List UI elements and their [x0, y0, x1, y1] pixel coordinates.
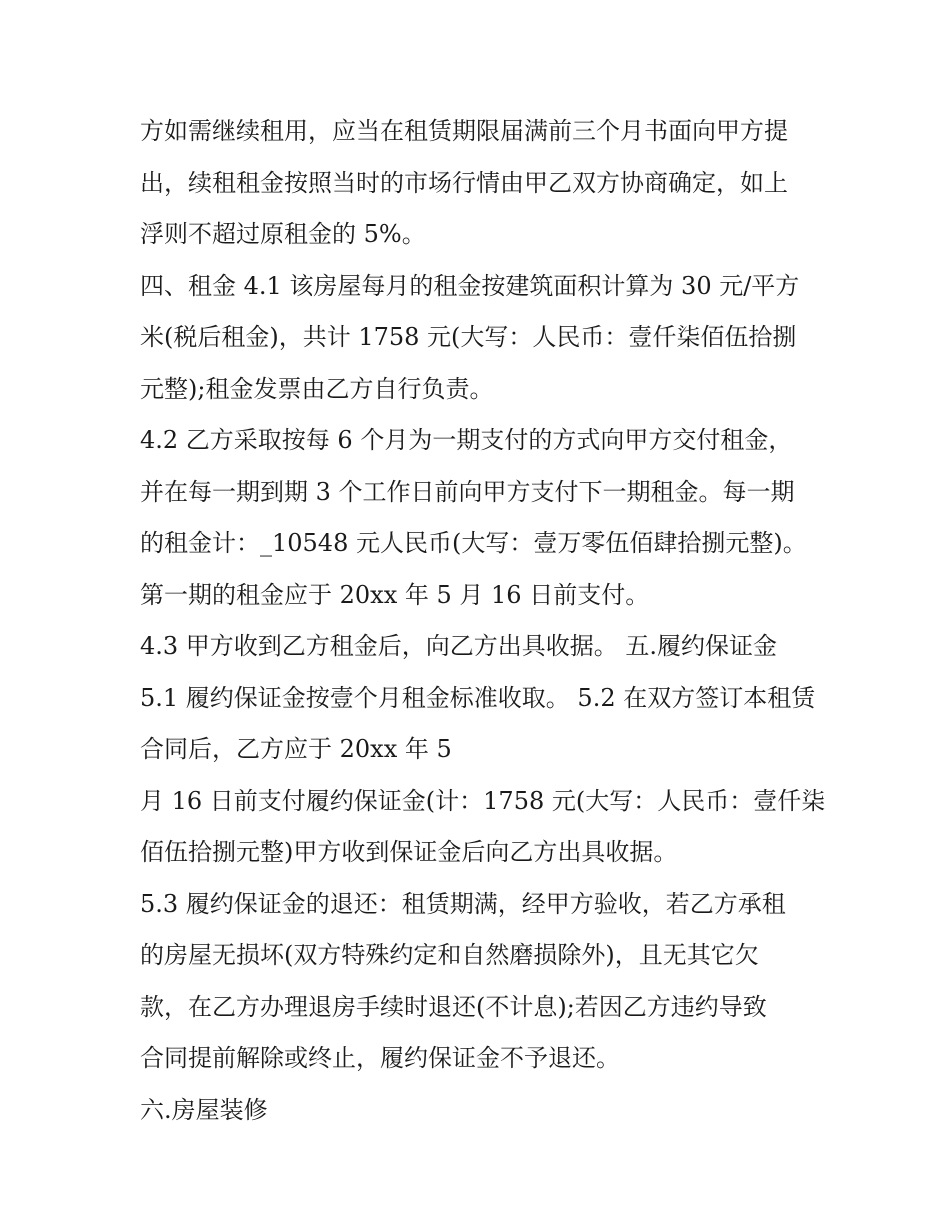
clause-5-3: 5.3 履约保证金的退还：租赁期满，经甲方验收，若乙方承租 [140, 889, 786, 918]
text-line: 合同后，乙方应于 20xx 年 5 [140, 735, 452, 763]
clause-4-2: 4.2 乙方采取按每 6 个月为一期支付的方式向甲方交付租金， [140, 426, 793, 454]
text-line: 的租金计：_10548 元人民币(大写：壹万零伍佰肆拾捌元整)。 [140, 529, 807, 557]
clause-5-1: 5.1 履约保证金按壹个月租金标准收取。 5.2 在双方签订本租赁 [140, 683, 816, 712]
text-line: 合同提前解除或终止，履约保证金不予退还。 [140, 1044, 620, 1072]
text-line: 第一期的租金应于 20xx 年 5 月 16 日前支付。 [140, 580, 650, 609]
text-line: 元整);租金发票由乙方自行负责。 [140, 374, 494, 403]
text-line: 款，在乙方办理退房手续时退还(不计息);若因乙方违约导致 [140, 992, 767, 1021]
text-line: 浮则不超过原租金的 5%。 [140, 220, 426, 248]
clause-4-3: 4.3 甲方收到乙方租金后，向乙方出具收据。 五.履约保证金 [140, 632, 778, 660]
section-heading-renovation: 六.房屋装修 [140, 1095, 268, 1124]
text-line: 的房屋无损坏(双方特殊约定和自然磨损除外)，且无其它欠 [140, 941, 759, 969]
text-line: 米(税后租金)，共计 1758 元(大写：人民币：壹仟柒佰伍拾捌 [140, 323, 797, 351]
text-line: 并在每一期到期 3 个工作日前向甲方支付下一期租金。每一期 [140, 477, 795, 506]
text-line: 佰伍拾捌元整)甲方收到保证金后向乙方出具收据。 [140, 838, 678, 866]
text-line: 方如需继续租用，应当在租赁期限届满前三个月书面向甲方提 [140, 117, 788, 145]
section-heading-rent: 四、租金 4.1 该房屋每月的租金按建筑面积计算为 30 元/平方 [140, 271, 800, 300]
document-body [140, 108, 830, 1138]
text-line: 出，续租租金按照当时的市场行情由甲乙双方协商确定，如上 [140, 168, 788, 197]
text-line: 月 16 日前支付履约保证金(计：1758 元(大写：人民币：壹仟柒 [140, 786, 826, 815]
